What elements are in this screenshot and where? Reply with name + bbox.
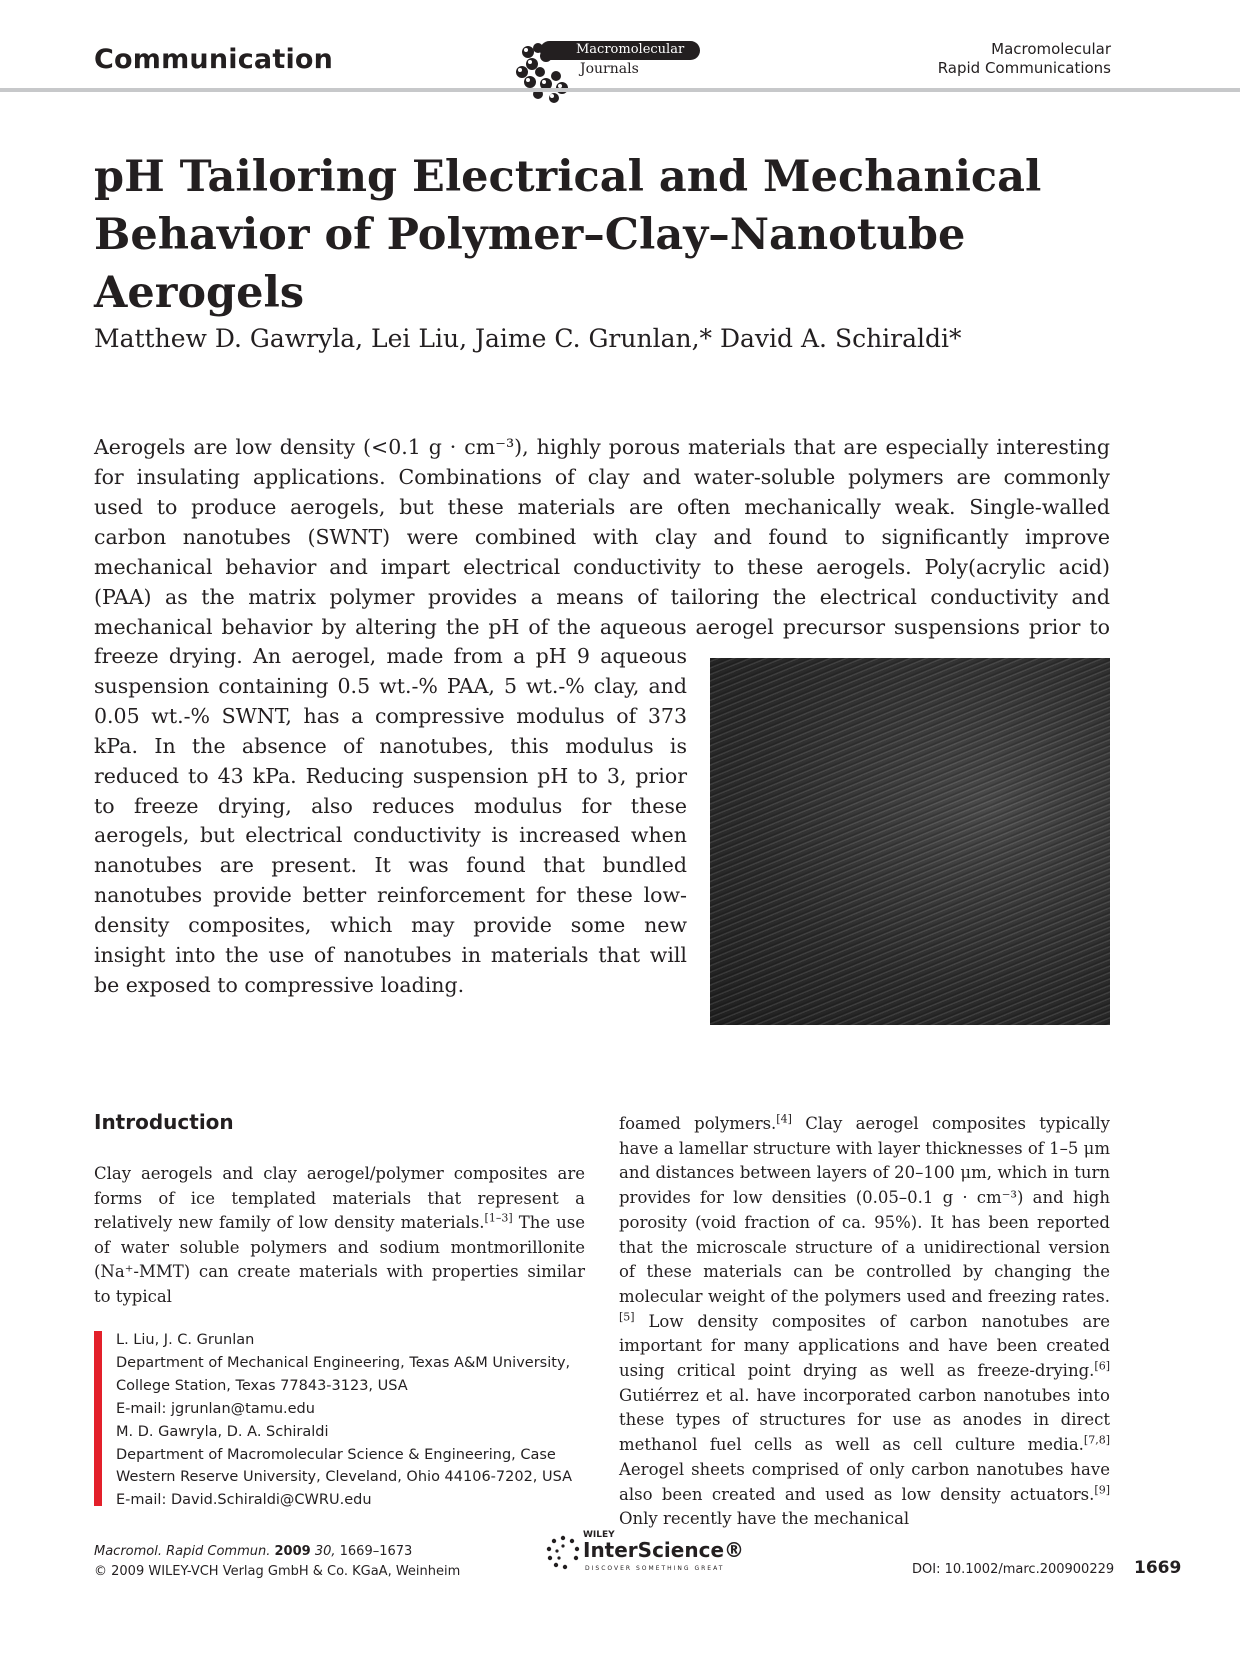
citation-footer [94,1542,460,1582]
journal-year: 2009 [274,1544,311,1559]
intro-text: Gutiérrez et al. have incorporated carbon nanotubes into these types of structures for use as anodes in direct methanol fuel cells as well as cell culture media. [619,1385,1110,1455]
citation: [6] [1094,1359,1110,1373]
affiliation-block [116,1329,596,1512]
journal-name-line1: Macromolecular [991,40,1111,58]
abstract-wrapped-text: freeze drying. An aerogel, made from a pH 9 aqueous suspension containing 0.5 wt.-% PAA, 5 wt.-% clay, and 0.05 wt.-% SWNT, has a compressive modulus of 373 kPa. In the absence of nanotubes, this modulus is reduced to 43 kPa. Reducing suspension pH to 3, prior to freeze drying, also reduces modulus for these aerogels, but electrical conductivity is increased when nanotubes are present. It was found that bundled nanotubes provide better reinforcement for these low-density composites, which may provide some new insight into the use of nanotubes in materials that will be exposed to compressive loading. [94,644,687,997]
abstract-line: for insulating applications. Combinations of clay and water-soluble polymers are commonly [94,465,1110,489]
affiliation-accent-bar [94,1331,102,1506]
intro-text: Only recently have the mechanical [619,1509,910,1529]
intro-column-left [94,1162,585,1310]
journal-citation [94,1542,460,1562]
abstract-line: carbon nanotubes (SWNT) were combined with clay and found to significantly improve [94,525,1110,549]
affiliation-email[interactable]: E-mail: jgrunlan@tamu.edu [116,1400,315,1417]
intro-text: Aerogel sheets comprised of only carbon nanotubes have also been created and used as low density actuators. [619,1459,1110,1504]
abstract-full-width [94,432,1110,642]
journal-volume: 30, [314,1544,336,1559]
affiliation-authors: L. Liu, J. C. Grunlan [116,1332,255,1348]
abstract-line: Aerogels are low density (<0.1 g · cm⁻³), highly porous materials that are especially interesting [94,435,1110,459]
wiley-wordmark: WILEY [583,1530,615,1540]
journal-pages: 1669–1673 [339,1544,413,1559]
affiliation-email[interactable]: E-mail: David.Schiraldi@CWRU.edu [116,1492,372,1509]
citation: [7,8] [1083,1433,1110,1447]
logo-banner [540,41,700,60]
journal-name-line2: Rapid Communications [937,59,1111,77]
intro-text: The use of water soluble polymers and sodium montmorillonite (Na⁺-MMT) can create materials with properties similar to typical [94,1213,585,1306]
graphical-abstract-sem-image [710,658,1110,1025]
section-heading-introduction: Introduction [94,1110,234,1134]
header-rule [0,88,1240,92]
interscience-logo [543,1530,745,1580]
affiliation-address: Western Reserve University, Cleveland, Ohio 44106-7202, USA [116,1469,573,1486]
affiliation-department: Department of Mechanical Engineering, Texas A&M University, [116,1354,571,1371]
title-line-1: pH Tailoring Electrical and Mechanical [94,152,1042,202]
abstract-line: (PAA) as the matrix polymer provides a means of tailoring the electrical conductivity and [94,585,1110,609]
intro-paragraph [94,1162,585,1310]
abstract-line: mechanical behavior and impart electrical conductivity to these aerogels. Poly(acrylic acid) [94,555,1110,579]
intro-text: Clay aerogels and clay aerogel/polymer composites are forms of ice templated materials that represent a relatively new family of low density materials. [94,1164,585,1233]
author-list: Matthew D. Gawryla, Lei Liu, Jaime C. Grunlan,* David A. Schiraldi* [94,324,962,353]
intro-text: Low density composites of carbon nanotubes are important for many applications and have been created using critical point drying as well as freeze-drying. [619,1311,1110,1381]
interscience-swirl-icon [543,1532,583,1572]
affiliation-department: Department of Macromolecular Science & Engineering, Case [116,1446,556,1463]
logo-text-macromolecular: Macromolecular [576,42,685,57]
title-line-2: Behavior of Polymer–Clay–Nanotube Aerogels [94,210,966,318]
citation: [9] [1094,1483,1110,1497]
abstract-line: mechanical behavior by altering the pH of the aqueous aerogel precursor suspensions prior to [94,615,1110,639]
doi[interactable]: DOI: 10.1002/marc.200900229 [912,1562,1115,1577]
section-label: Communication [94,44,334,75]
logo-text-journals: Journals [580,61,639,77]
intro-column-right [619,1112,1110,1532]
abstract-wrapped [94,642,687,1001]
page-number: 1669 [1134,1558,1182,1578]
macromolecular-journals-logo [510,38,700,108]
affiliation-address: College Station, Texas 77843-3123, USA [116,1377,408,1394]
affiliation-authors: M. D. Gawryla, D. A. Schiraldi [116,1423,329,1440]
abstract-line: used to produce aerogels, but these materials are often mechanically weak. Single-walled [94,495,1110,519]
journal-abbrev: Macromol. Rapid Commun. [94,1544,271,1559]
interscience-tagline: DISCOVER SOMETHING GREAT [585,1565,725,1572]
interscience-wordmark: InterScience® [583,1538,745,1562]
citation: [1–3] [484,1211,513,1225]
copyright: © 2009 WILEY-VCH Verlag GmbH & Co. KGaA, Weinheim [94,1564,461,1579]
intro-paragraph [619,1112,1110,1532]
citation: [5] [619,1310,635,1324]
article-title [94,148,1154,322]
intro-text: Clay aerogel composites typically have a lamellar structure with layer thicknesses of 1–5 μm and distances between layers of 20–100 μm, which in turn provides for low densities (0.05–0.1 g · cm⁻³) and high porosity (void fraction of ca. 95%). It has been reported that the microscale structure of a unidirectional version of these materials can be controlled by changing the molecular weight of the polymers used and freezing rates. [619,1114,1110,1306]
intro-text: foamed polymers. [619,1114,777,1133]
citation: [4] [776,1112,792,1126]
journal-name [851,40,1111,78]
